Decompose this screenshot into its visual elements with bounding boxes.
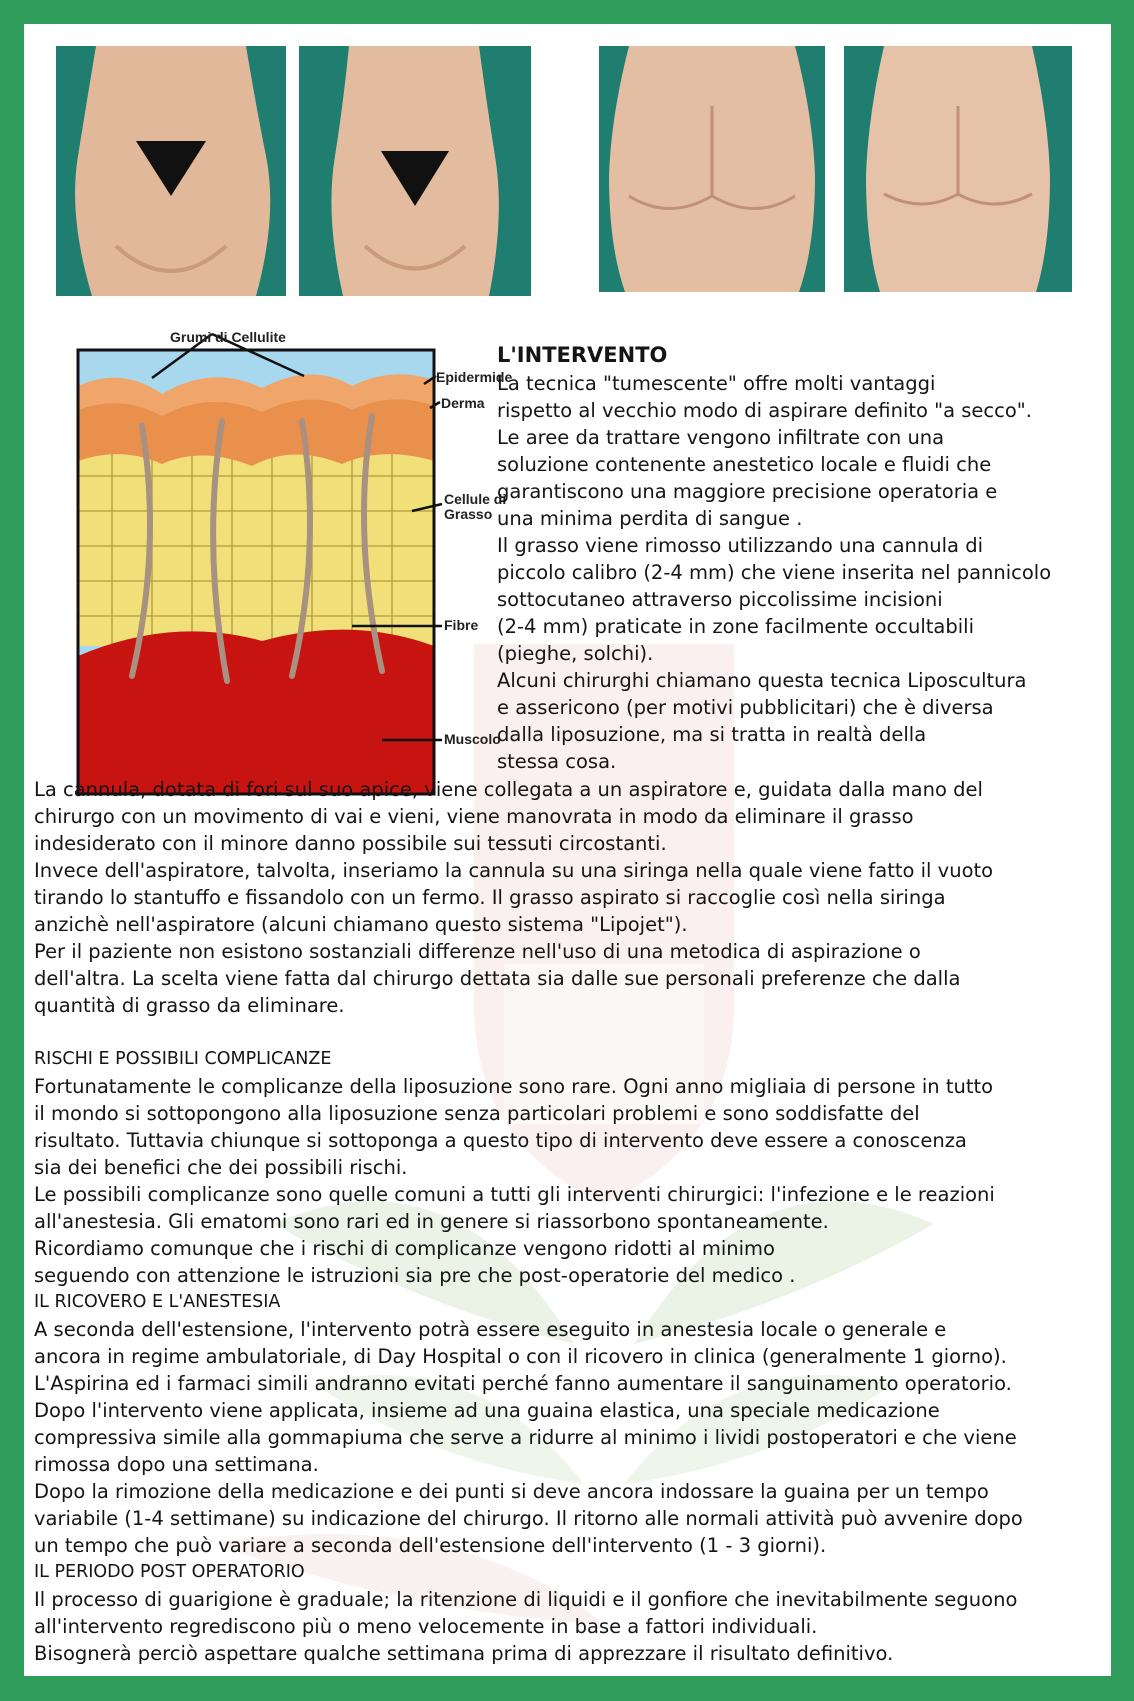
spacer (34, 1019, 1023, 1046)
text-line: Ricordiamo comunque che i rischi di complicanze vengono ridotti al minimo (34, 1237, 775, 1260)
text-line: La cannula, dotata di fori sul suo apice, viene collegata a un aspiratore e, guidata dalla mano del (34, 778, 983, 801)
text-line: Fortunatamente le complicanze della liposuzione sono rare. Ogni anno migliaia di persone in tutto (34, 1075, 994, 1098)
intro-line: garantiscono una maggiore precisione operatoria e (497, 480, 998, 503)
text-line: Dopo la rimozione della medicazione e dei punti si deve ancora indossare la guaina per un tempo (34, 1480, 989, 1503)
intro-line: Il grasso viene rimosso utilizzando una cannula di (497, 534, 983, 557)
paragraph-post-operatorio (34, 1586, 1023, 1667)
text-line: quantità di grasso da eliminare. (34, 994, 345, 1017)
label-muscolo: Muscolo (444, 731, 501, 747)
intro-line: rispetto al vecchio modo di aspirare definito "a secco". (497, 399, 1032, 422)
text-line: Bisognerà perciò aspettare qualche settimana prima di apprezzare il risultato definitivo. (34, 1642, 894, 1665)
label-fibre: Fibre (444, 617, 479, 633)
text-line: Il processo di guarigione è graduale; la ritenzione di liquidi e il gonfiore che inevitabilmente seguono (34, 1588, 1018, 1611)
photo-before-front (56, 46, 286, 296)
text-line: sia dei benefici che dei possibili rischi. (34, 1156, 408, 1179)
intro-line: sottocutaneo attraverso piccolissime incisioni (497, 588, 943, 611)
text-line: seguendo con attenzione le istruzioni sia pre che post-operatorie del medico . (34, 1264, 796, 1287)
photo-after-back (844, 46, 1072, 292)
text-line: tirando lo stantuffo e fissandolo con un fermo. Il grasso aspirato si raccoglie così nella siringa (34, 886, 946, 909)
heading-rischi: RISCHI E POSSIBILI COMPLICANZE (34, 1049, 332, 1069)
text-line: rimossa dopo una settimana. (34, 1453, 319, 1476)
intro-paragraph (497, 370, 1051, 775)
paragraph-ricovero (34, 1316, 1023, 1559)
text-line: indesiderato con il minore danno possibile sui tessuti circostanti. (34, 832, 667, 855)
text-line: all'intervento regrediscono più o meno velocemente in base a fattori individuali. (34, 1615, 818, 1638)
text-line: chirurgo con un movimento di vai e vieni, viene manovrata in modo da eliminare il grasso (34, 805, 914, 828)
intro-line: dalla liposuzione, ma si tratta in realtà della (497, 723, 927, 746)
text-line: il mondo si sottopongono alla liposuzione senza particolari problemi e sono soddisfatte del (34, 1102, 920, 1125)
intro-line: piccolo calibro (2-4 mm) che viene inserita nel pannicolo (497, 561, 1052, 584)
label-grumi-di-cellulite: Grumi di Cellulite (170, 329, 286, 345)
text-line: all'anestesia. Gli ematomi sono rari ed in genere si riassorbono spontaneamente. (34, 1210, 829, 1233)
intro-line: e assericono (per motivi pubblicitari) che è diversa (497, 696, 994, 719)
text-line: Le possibili complicanze sono quelle comuni a tutti gli interventi chirurgici: l'infezione e le reazioni (34, 1183, 995, 1206)
cellulite-diagram (52, 296, 522, 804)
text-line: compressiva simile alla gommapiuma che serve a ridurre al minimo i lividi postoperatori e che viene (34, 1426, 1017, 1449)
photo-before-back (599, 46, 825, 292)
intro-line: (pieghe, solchi). (497, 642, 654, 665)
text-line: Per il paziente non esistono sostanziali differenze nell'uso di una metodica di aspirazione o (34, 940, 921, 963)
intro-line: Le aree da trattare vengono infiltrate con una (497, 426, 945, 449)
document-sheet (24, 24, 1111, 1676)
label-epidermide: Epidermide (436, 369, 513, 385)
intro-line: stessa cosa. (497, 750, 617, 773)
text-line: A seconda dell'estensione, l'intervento potrà essere eseguito in anestesia locale o generale e (34, 1318, 947, 1341)
photo-after-front (299, 46, 531, 296)
label-derma: Derma (441, 395, 485, 411)
text-line: variabile (1-4 settimane) su indicazione del chirurgo. Il ritorno alle normali attività può avvenire dopo (34, 1507, 1023, 1530)
heading-ricovero: IL RICOVERO E L'ANESTESIA (34, 1292, 281, 1312)
intro-line: Alcuni chirurghi chiamano questa tecnica Liposcultura (497, 669, 1027, 692)
text-line: anzichè nell'aspiratore (alcuni chiamano questo sistema "Lipojet"). (34, 913, 688, 936)
text-line: un tempo che può variare a seconda dell'estensione dell'intervento (1 - 3 giorni). (34, 1534, 827, 1557)
text-line: Dopo l'intervento viene applicata, insieme ad una guaina elastica, una speciale medicazione (34, 1399, 940, 1422)
paragraph-rischi (34, 1073, 1023, 1289)
intro-line: una minima perdita di sangue . (497, 507, 803, 530)
intro-line: La tecnica "tumescente" offre molti vantaggi (497, 372, 936, 395)
text-line: ancora in regime ambulatoriale, di Day Hospital o con il ricovero in clinica (generalmente 1 giorno). (34, 1345, 1007, 1368)
section-title-intervento: L'INTERVENTO (497, 343, 668, 367)
text-line: dell'altra. La scelta viene fatta dal chirurgo dettata sia dalle sue personali preferenze che dalla (34, 967, 961, 990)
text-line: Invece dell'aspiratore, talvolta, inseriamo la cannula su una siringa nella quale viene fatto il vuoto (34, 859, 994, 882)
paragraph-cannula (34, 776, 1023, 1019)
text-line: L'Aspirina ed i farmaci simili andranno evitati perché fanno aumentare il sanguinamento operatorio. (34, 1372, 1012, 1395)
intro-line: soluzione contenente anestetico locale e fluidi che (497, 453, 992, 476)
label-cellule-di-grasso: Cellule di Grasso (444, 491, 507, 522)
heading-post-operatorio: IL PERIODO POST OPERATORIO (34, 1562, 305, 1582)
text-line: risultato. Tuttavia chiunque si sottoponga a questo tipo di intervento deve essere a conoscenza (34, 1129, 967, 1152)
body-text (34, 776, 1023, 1667)
intro-line: (2-4 mm) praticate in zone facilmente occultabili (497, 615, 975, 638)
